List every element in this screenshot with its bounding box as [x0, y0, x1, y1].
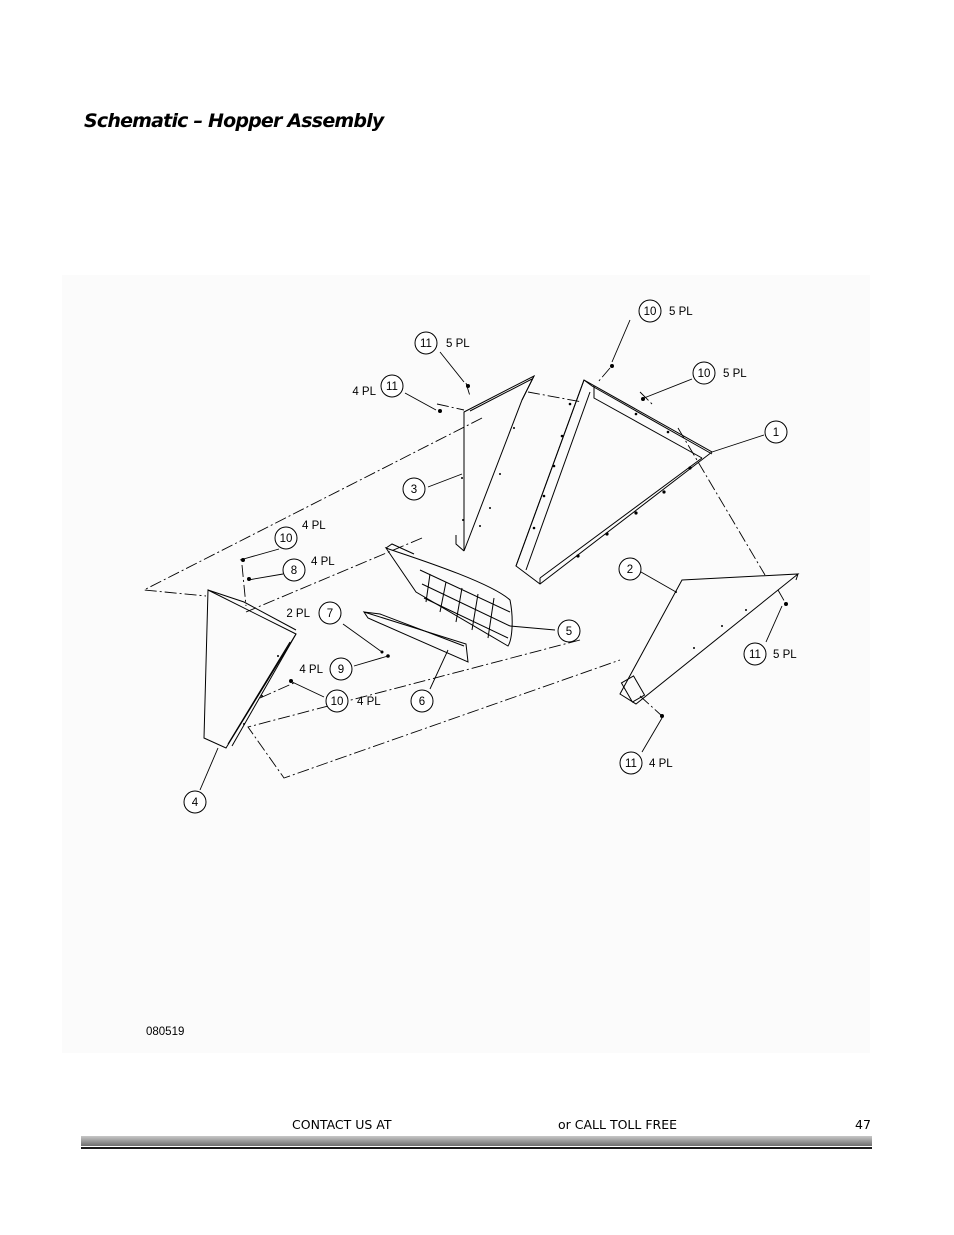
callout-5	[558, 620, 580, 642]
callout-3	[403, 478, 425, 500]
assembly-lines	[144, 368, 786, 778]
svg-text:5 PL: 5 PL	[723, 368, 747, 380]
svg-text:4 PL: 4 PL	[352, 386, 376, 398]
svg-text:6: 6	[418, 696, 426, 708]
callout-10-left	[275, 520, 326, 549]
schematic-drawing	[62, 275, 870, 1053]
part-5-screen	[386, 544, 512, 646]
footer-call: or CALL TOLL FREE	[558, 1117, 677, 1132]
callout-10-bottom	[326, 690, 381, 712]
svg-text:2 PL: 2 PL	[286, 608, 310, 620]
footer-rule-dark	[81, 1147, 872, 1149]
page-number: 47	[855, 1117, 871, 1132]
part-6-trough	[364, 612, 468, 662]
svg-text:5 PL: 5 PL	[669, 306, 693, 318]
drawing-number: 080519	[146, 1026, 185, 1038]
svg-text:4 PL: 4 PL	[649, 758, 673, 770]
svg-text:10: 10	[279, 533, 293, 545]
part-1-funnel-side	[516, 380, 712, 584]
svg-text:11: 11	[749, 649, 761, 661]
svg-text:1: 1	[772, 427, 780, 439]
hopper-assembly-schematic	[62, 275, 870, 1053]
svg-text:11: 11	[625, 758, 637, 770]
footer-rule	[81, 1136, 872, 1146]
svg-text:11: 11	[386, 381, 398, 393]
svg-text:5: 5	[565, 626, 573, 638]
svg-text:10: 10	[643, 306, 657, 318]
svg-text:2: 2	[626, 564, 634, 576]
svg-text:10: 10	[330, 696, 344, 708]
callout-2	[619, 558, 641, 580]
part-2-side-panel	[620, 574, 798, 704]
part-4-front-panel	[204, 590, 296, 748]
callout-6	[411, 690, 433, 712]
svg-text:4 PL: 4 PL	[357, 696, 381, 708]
callout-11-bottom	[620, 752, 673, 774]
svg-text:4 PL: 4 PL	[299, 664, 323, 676]
callout-11-right	[744, 643, 797, 665]
callout-8	[283, 556, 335, 581]
callout-4	[184, 791, 206, 813]
callout-balloons	[184, 300, 797, 813]
footer-contact: CONTACT US AT	[292, 1117, 392, 1132]
svg-text:4 PL: 4 PL	[311, 556, 335, 568]
svg-text:8: 8	[290, 565, 298, 577]
part-3-side-panel	[456, 376, 534, 551]
callout-10-top	[639, 300, 693, 322]
svg-text:11: 11	[420, 338, 432, 350]
svg-text:7: 7	[326, 608, 334, 620]
page-title: Schematic – Hopper Assembly	[84, 110, 384, 132]
svg-text:3: 3	[410, 484, 418, 496]
svg-text:9: 9	[337, 664, 345, 676]
svg-text:5 PL: 5 PL	[446, 338, 470, 350]
callout-7	[286, 602, 341, 624]
leader-lines	[200, 320, 782, 790]
callout-1	[765, 421, 787, 443]
callout-10-mid	[693, 362, 747, 384]
svg-text:10: 10	[697, 368, 711, 380]
callout-11-top	[415, 332, 470, 354]
svg-text:4 PL: 4 PL	[302, 520, 326, 532]
callout-11-left	[352, 375, 403, 398]
svg-text:5 PL: 5 PL	[773, 649, 797, 661]
svg-text:4: 4	[191, 797, 199, 809]
callout-9	[299, 658, 352, 680]
